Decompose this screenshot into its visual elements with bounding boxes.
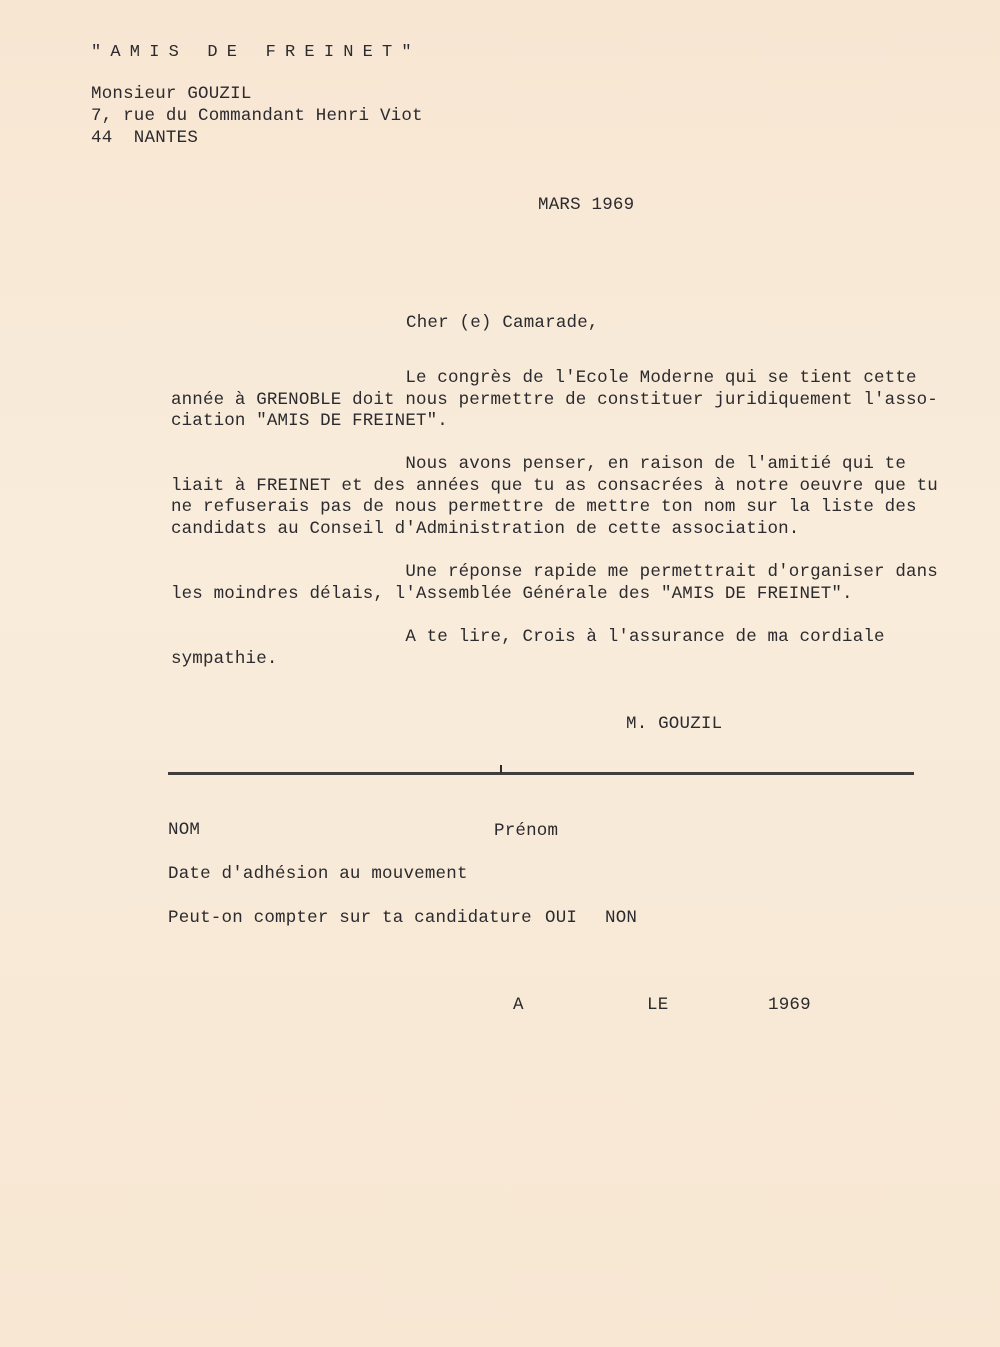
form-nom-label: NOM <box>168 820 201 840</box>
signature: M. GOUZIL <box>626 714 723 734</box>
paragraph-closing: A te lire, Crois à l'assurance de ma cordiale sympathie. <box>171 627 885 669</box>
sender-street: 7, rue du Commandant Henri Viot <box>91 106 423 126</box>
letter-date: MARS 1969 <box>538 195 635 215</box>
form-candidature-label: Peut-on compter sur ta candidature <box>168 908 532 928</box>
form-date-label: LE <box>647 995 669 1015</box>
form-non-option: NON <box>605 908 638 928</box>
form-prenom-label: Prénom <box>494 821 559 841</box>
form-adhesion-label: Date d'adhésion au mouvement <box>168 864 468 884</box>
sender-name: Monsieur GOUZIL <box>91 84 252 104</box>
paragraph-reponse: Une réponse rapide me permettrait d'organiser dans les moindres délais, l'Assemblée Générale des "AMIS DE FREINET". <box>171 562 938 604</box>
form-oui-option: OUI <box>545 908 578 928</box>
sender-city: 44 NANTES <box>91 128 199 148</box>
cut-line-tick <box>500 765 502 773</box>
form-year-label: 1969 <box>768 995 811 1015</box>
paragraph-congres: Le congrès de l'Ecole Moderne qui se tient cette année à GRENOBLE doit nous permettre de constituer juridiquement l'asso- ciation "AMIS DE FREINET". <box>171 368 938 431</box>
paragraph-candidature: Nous avons penser, en raison de l'amitié qui te liait à FREINET et des années que tu as consacrées à notre oeuvre que tu ne refuserais pas de nous permettre de mettre ton nom sur la liste des candidats au Conseil d'Administration de cette association. <box>171 454 938 539</box>
cut-line-divider <box>168 772 914 775</box>
form-place-label: A <box>513 995 524 1015</box>
org-header: "AMIS DE FREINET" <box>91 43 421 62</box>
salutation: Cher (e) Camarade, <box>406 313 599 333</box>
